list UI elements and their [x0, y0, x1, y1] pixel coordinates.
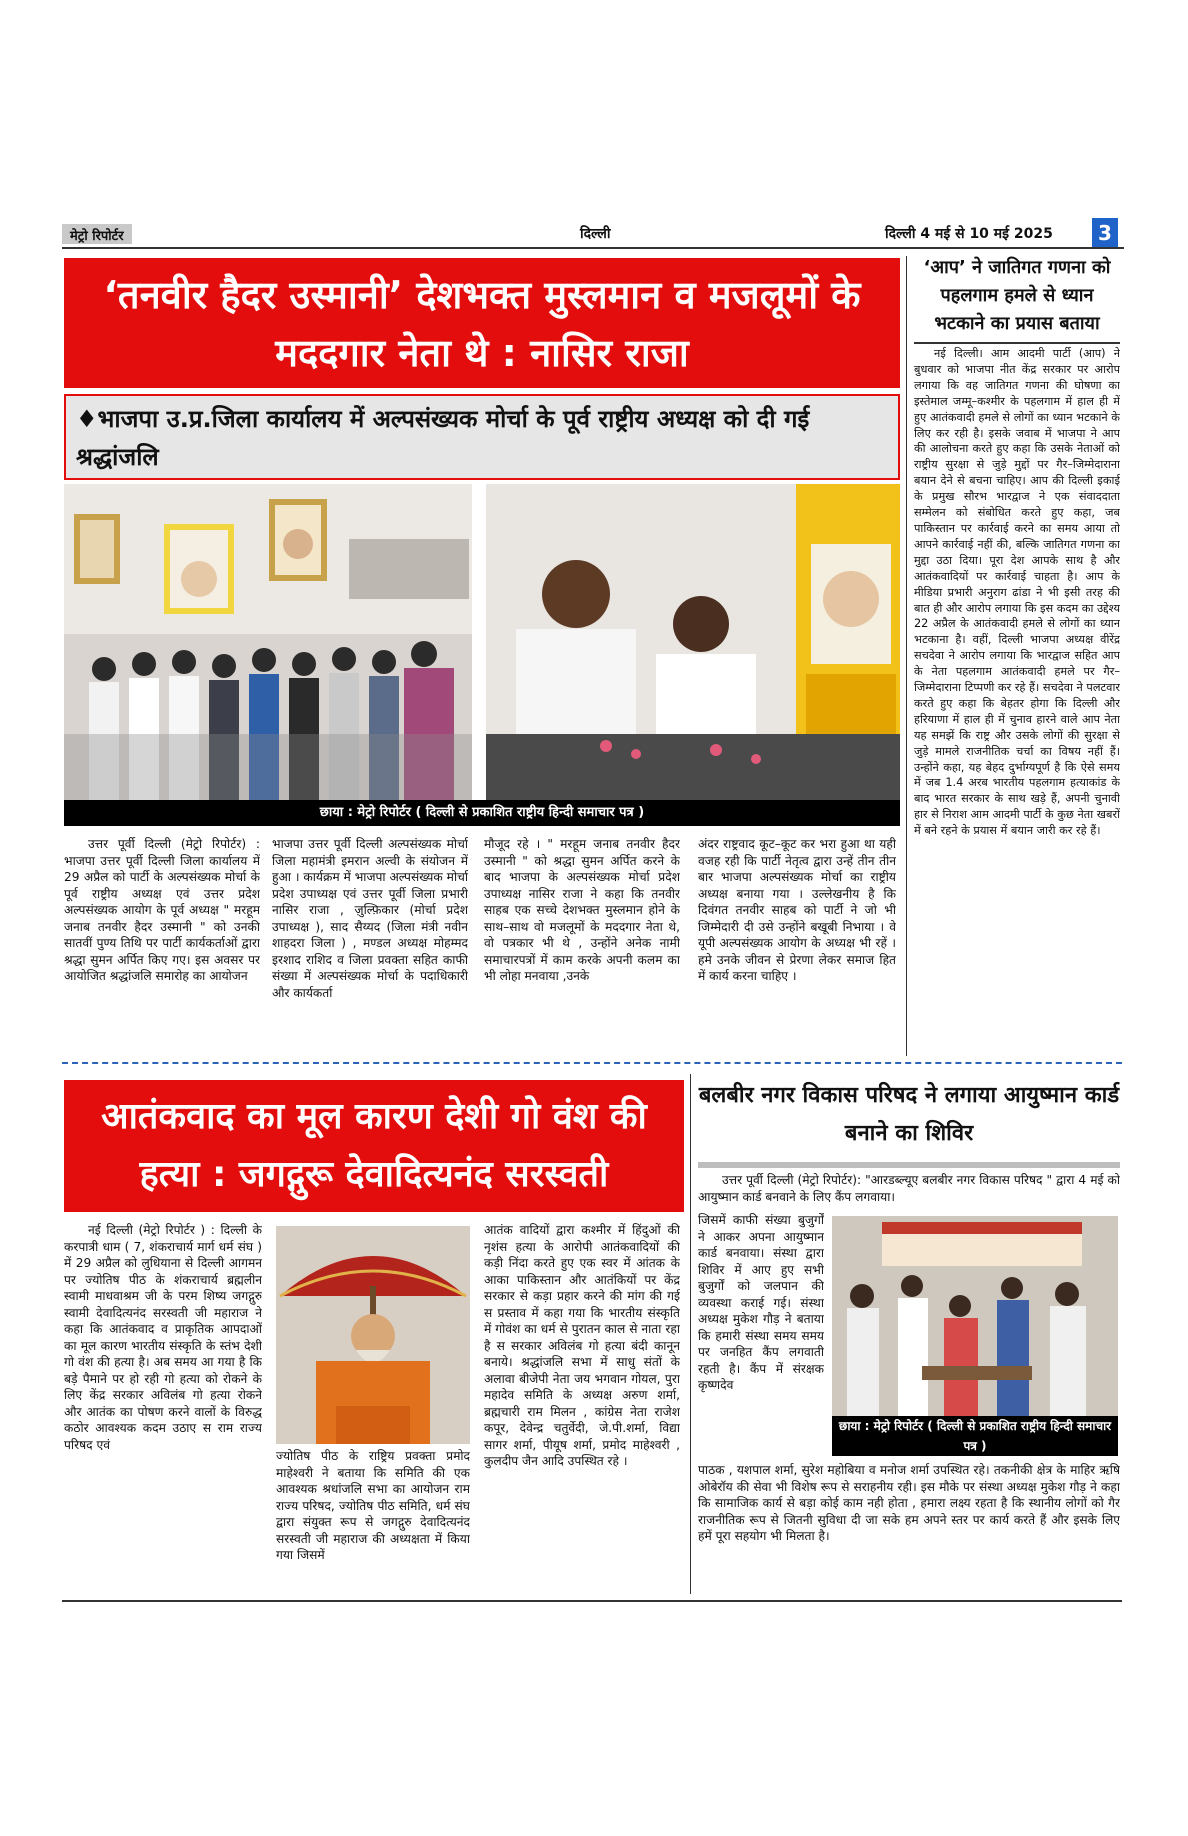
column-divider-2	[690, 1074, 691, 1594]
story2-column-2: ज्योतिष पीठ के राष्ट्रिय प्रवक्ता प्रमोद माहेश्वरी ने बताया कि समिति की एक आवश्यक श्रधांजलि सभा का आयोजन राम राज्य परिषद, ज्योतिष पीठ समिति, धर्म संघ द्वारा संयुक्त रूप से जगद्गुरु देवादित्यनंद सरस्वती जी महाराज की अध्यक्षता में किया गया जिसमें	[276, 1449, 470, 1562]
story3-headline: बलबीर नगर विकास परिषद ने लगाया आयुष्मान कार्ड बनाने का शिविर	[698, 1082, 1120, 1146]
footer-rule	[62, 1600, 1122, 1602]
story1-headline: ‘तनवीर हैदर उस्मानी’ देशभक्त मुस्लमान व मजलूमों के मददगार नेता थे : नासिर राजा	[64, 258, 900, 388]
story1-column-4: अंदर राष्ट्रवाद कूट–कूट कर भरा हुआ था यही वजह रही कि पार्टी नेतृत्व द्वारा उन्हें तीन तीन बार भाजपा अल्पसंख्यक मोर्चा का राष्ट्रीय अध्यक्ष बनाया गया । उल्लेखनीय है कि दिवंगत तनवीर साहब को पार्टी ने जो भी जिम्मेदारी दी उसे उन्होंने बखूबी निभाया । वे यूपी अल्पसंख्यक आयोग के अध्यक्ष भी रहें । हमे उनके जीवन से प्रेरणा लेकर समाज हित में कार्य करना चाहिए ।	[698, 837, 896, 983]
photo-leaders-tribute-image	[486, 484, 900, 800]
story1-column-1: उत्तर पूर्वी दिल्ली (मेट्रो रिपोर्टर) : भाजपा उत्तर पूर्वी दिल्ली जिला कार्यालय में 29 अप्रैल को पार्टी के अल्पसंख्यक मोर्चा के पूर्व राष्ट्रीय अध्यक्ष एवं उत्तर प्रदेश अल्पसंख्यक आयोग के पूर्व अध्यक्ष " मरहूम जनाब तनवीर हैदर उस्मानी " को उनकी सातवीं पुण्य तिथि पर पार्टी कार्यकर्ताओं द्वारा श्रद्धा सुमन अर्पित किए गए। इस अवसर पर आयोजित श्रद्धांजलि समारोह का आयोजन	[64, 837, 260, 983]
photo-jagadguru	[276, 1226, 470, 1444]
column-divider	[906, 256, 907, 1056]
city-label: दिल्ली	[580, 226, 611, 242]
dateline: दिल्ली 4 मई से 10 मई 2025	[885, 226, 1053, 242]
aap-headline: ‘आप’ ने जातिगत गणना को पहलगाम हमले से ध्यान भटकाने का प्रयास बताया	[923, 257, 1111, 334]
story1-column-2: भाजपा उत्तर पूर्वी दिल्ली अल्पसंख्यक मोर्चा जिला महामंत्री इमरान अल्वी के संयोजन में हुआ । कार्यक्रम में भाजपा अल्पसंख्यक मोर्चा प्रदेश उपाध्यक्ष एवं उत्तर पूर्वी जिला प्रभारी नासिर राजा , ज़ुल्फ़िकार (मोर्चा प्रदेश उपाध्यक्ष ), साद सैय्यद (जिला मंत्री नवीन शाहदरा जिला ) , मण्डल अध्यक्ष मोहम्मद इरशाद राशिद व जिला प्रवक्ता सहित काफी संख्या में अल्पसंख्यक मोर्चा के पदाधिकारी और कार्यकर्ता	[272, 837, 468, 1000]
aap-body: नई दिल्ली। आम आदमी पार्टी (आप) ने बुधवार को भाजपा नीत केंद्र सरकार पर आरोप लगाया कि वह जातिगत गणना की घोषणा का इस्तेमाल जम्मू–कश्मीर के पहलगाम में हाल ही में हुए आतंकवादी हमले से लोगों का ध्यान भटकाने के लिए कर रही है। इसके जवाब में भाजपा ने आप की आलोचना करते हुए कहा कि उसके नेताओं को राष्ट्रीय सुरक्षा से जुड़े मुद्दों पर गैर–जिम्मेदाराना बयान देने से बचना चाहिए। आप की दिल्ली इकाई के प्रमुख सौरभ भारद्वाज ने एक संवाददाता सम्मेलन को संबोधित करते हुए कहा, जब पाकिस्तान पर कार्रवाई करने का समय आया तो आपने कार्रवाई नहीं की, बल्कि जातिगत गणना का मुद्दा उठा दिया। पूरा देश आपके साथ है और आतंकवादियों पर कार्रवाई चाहता है। आप के मीडिया प्रभारी अनुराग ढांडा ने भी इसी तरह की बात ही और आरोप लगाया कि इस कदम का उद्देश्य 22 अप्रैल के आतंकवादी हमले से लोगों का ध्यान भटकाना है। वहीं, दिल्ली भाजपा अध्यक्ष वीरेंद्र सचदेवा ने आरोप लगाया कि भारद्वाज सहित आप के नेता पहलगाम आतंकवादी हमले पर गैर–जिम्मेदाराना टिप्पणी कर रहे हैं। सचदेवा ने पलटवार करते हुए कहा कि बेहतर होगा कि दिल्ली और हरियाणा में हाल ही में चुनाव हारने वाले आप नेता यह समझें कि राष्ट्र और उसके लोगों की सुरक्षा से जुड़े मामले राजनीतिक चर्चा का विषय नहीं हैं।उन्होंने कहा, यह बेहद दुर्भाग्यपूर्ण है कि ऐसे समय में जब 1.4 अरब भारतीय पहलगाम हत्याकांड के बाद भारत सरकार के साथ खड़े हैं, अपनी चुनावी हार से निराश आम आदमी पार्टी के कुछ नेता खबरों में बने रहने के प्रयास में बयान जारी कर रहे हैं।	[914, 347, 1120, 838]
section-label: मेट्रो रिपोर्टर	[62, 224, 132, 244]
story1-column-3: मौजूद रहे । " मरहूम जनाब तनवीर हैदर उस्मानी " को श्रद्धा सुमन अर्पित करने के बाद भाजपा के अल्पसंख्यक मोर्चा प्रदेश उपाध्यक्ष नासिर राजा ने कहा कि तनवीर साहब एक सच्चे देशभक्त मुस्लमान होने के साथ–साथ वो मजलूमों के मददगार नेता थे, वो पत्रकार भी थे , उन्होंने अनेक नामी समाचारपत्रों में काम करके अपनी कलम का भी लोहा मनवाया ,उनके	[484, 837, 680, 983]
photo-group-tribute-image	[64, 484, 472, 800]
story1-subhead: ♦भाजपा उ.प्र.जिला कार्यालय में अल्पसंख्यक मोर्चा के पूर्व राष्ट्रीय अध्यक्ष को दी गई श्रद्धांजलि	[64, 394, 900, 480]
photo-group-tribute	[64, 484, 472, 800]
aap-rule	[914, 342, 1120, 344]
story3-tail: पाठक , यशपाल शर्मा, सुरेश महोबिया व मनोज शर्मा उपस्थित रहे। तकनीकी क्षेत्र के माहिर ऋषि ओबेरॉय की सेवा भी विशेष रूप से सराहनीय रही। इस मौके पर संस्था अध्यक्ष मुकेश गौड़ ने कहा कि सामाजिक कार्य से बड़ा कोई काम नही होता , हमारा लक्ष्य रहता है कि स्थानीय लोगों को गैर राजनीतिक रूप से जितनी सुविधा दी जा सके हम अपने स्तर पर कार्य करते हैं और इसके लिए हमें पूरा सहयोग भी मिलता है।	[698, 1463, 1120, 1543]
photo-leaders-tribute	[486, 484, 900, 800]
story3-intro: उत्तर पूर्वी दिल्ली (मेट्रो रिपोर्टर): "आरडब्ल्यूए बलबीर नगर विकास परिषद " द्वारा 4 मई को आयुष्मान कार्ड बनवाने के लिए कैंप लगवाया।	[698, 1173, 1120, 1204]
story3-photo-caption: छाया : मेट्रो रिपोर्टर ( दिल्ली से प्रकाशित राष्ट्रीय हिन्दी समाचार पत्र )	[832, 1416, 1118, 1456]
story1-photo-caption: छाया : मेट्रो रिपोर्टर ( दिल्ली से प्रकाशित राष्ट्रीय हिन्दी समाचार पत्र )	[64, 800, 900, 826]
story3-rule	[698, 1162, 1120, 1168]
photo-jagadguru-image	[276, 1226, 470, 1444]
story3-side-column: जिसमें काफी संख्या बुजुर्गों ने आकर अपना आयुष्मान कार्ड बनवाया। संस्था द्वारा शिविर में आए हुए सभी बुजुर्गों को जलपान की व्यवस्था कराई गई। संस्था अध्यक्ष मुकेश गौड़ ने बताया कि हमारी संस्था समय समय पर जनहित कैंप लगवाती रहती है। कैंप में संरक्षक कृष्णदेव	[698, 1213, 824, 1392]
story2-headline: आतंकवाद का मूल कारण देशी गो वंश की हत्या : जगद्गुरू देवादित्यनंद सरस्वती	[64, 1080, 684, 1212]
section-divider	[62, 1062, 1122, 1064]
story3-spacer	[698, 1422, 824, 1462]
page-number: 3	[1092, 218, 1118, 248]
story2-column-1: नई दिल्ली (मेट्रो रिपोर्टर ) : दिल्ली के करपात्री धाम ( 7, शंकराचार्य मार्ग धर्म संघ ) में 29 अप्रैल को लुधियाना से दिल्ली आगमन पर ज्योतिष पीठ के शंकराचार्य ब्रह्मलीन स्वामी माधवाश्रम जी के परम शिष्य जगद्गुरु स्वामी देवादित्यनंद सरस्वती जी महाराज ने कहा कि आतंकवाद व प्राकृतिक आपदाओं का मूल कारण भारतीय संस्कृति के स्तंभ देशी गो वंश की हत्या है। अब समय आ गया है कि बड़े पैमाने पर हो रही गो हत्या को रोकने के लिए केंद्र सरकार अविलंब गो हत्या रोकने और आतंक का पोषण करने वालों के विरुद्ध कठोर आवश्यक कदम उठाए स राम राज्य परिषद एवं	[64, 1223, 262, 1452]
photo-ayushman-camp-image	[832, 1216, 1118, 1416]
story2-column-3: आतंक वादियों द्वारा कश्मीर में हिंदुओं की नृशंस हत्या के आरोपी आतंकवादियों की कड़ी निंदा करते हुए एक स्वर में आंतक के आका पाकिस्तान और आतंकियों पर केंद्र सरकार से कड़ा प्रहार करने की मांग की गई स प्रस्ताव में कहा गया कि भारतीय संस्कृति में गोवंश का धर्म से पुरातन काल से नाता रहा है स सरकार अविलंब गो हत्या बंदी कानून बनाये। श्रद्धांजलि सभा में साधु संतों के अलावा बीजेपी नेता जय भगवान गोयल, पुरा महादेव समिति के अध्यक्ष अरुण शर्मा, ब्रह्मचारी राम मिलन , कांग्रेस नेता राजेश कपूर, देवेन्द्र चतुर्वेदी, जे.पी.शर्मा, विद्या सागर शर्मा, पीयूष शर्मा, प्रमोद माहेश्वरी , कुलदीप जैन आदि उपस्थित रहे ।	[484, 1223, 680, 1468]
photo-ayushman-camp	[832, 1216, 1118, 1416]
header-rule	[62, 247, 1124, 249]
